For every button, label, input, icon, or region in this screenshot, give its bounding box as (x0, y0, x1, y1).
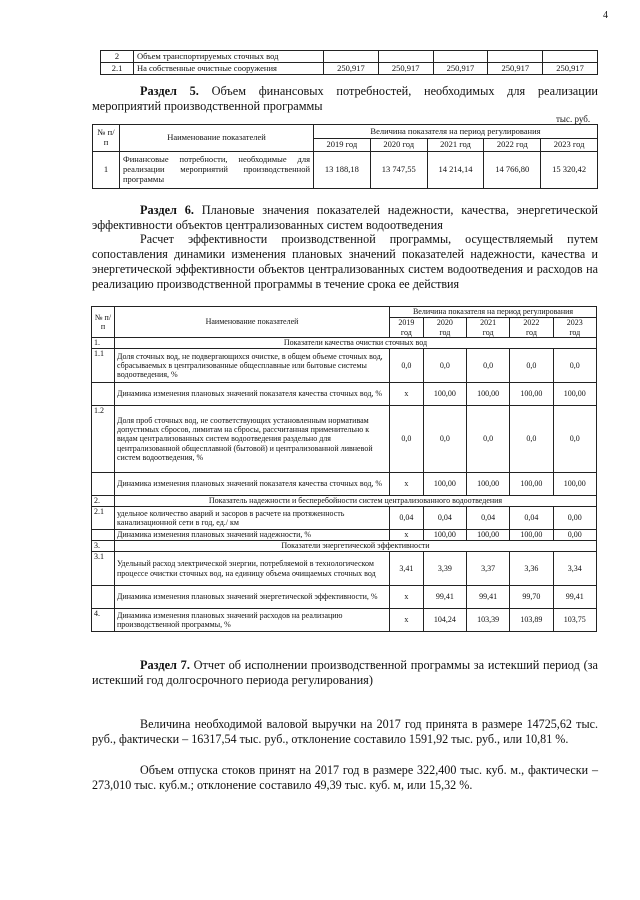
transport-volume-table (100, 50, 598, 75)
section5-title: Объем финансовых потребностей, необходимых для реализации мероприятий производственной программы (92, 84, 598, 113)
row-name: Динамика изменения плановых значений показателя качества сточных вод, % (115, 473, 390, 496)
value-cell: 100,00 (423, 530, 466, 541)
section6-heading (92, 203, 598, 233)
year-unit: год (525, 327, 537, 337)
row-number: 1.2 (92, 406, 115, 473)
value-cell: 0,04 (423, 507, 466, 530)
value-cell: 100,00 (510, 383, 553, 406)
value-cell: 100,00 (423, 473, 466, 496)
value-cell: 103,89 (510, 609, 553, 632)
row-name: Динамика изменения плановых значений энергетической эффективности, % (115, 586, 390, 609)
table-row (93, 152, 598, 189)
table-row (92, 406, 597, 473)
value-cell: 0,00 (553, 507, 596, 530)
section-title: Показатель надежности и бесперебойности систем централизованного водоотведения (115, 496, 597, 507)
row-number (92, 383, 115, 406)
value-cell: 15 320,42 (541, 152, 598, 189)
value-cell: 0,0 (466, 349, 509, 383)
value-cell: х (390, 609, 424, 632)
cell (543, 51, 598, 63)
value-cell: 100,00 (423, 383, 466, 406)
value-cell: 99,41 (423, 586, 466, 609)
year-value: 2022 (523, 318, 540, 328)
value-cell: 100,00 (553, 383, 596, 406)
value-cell: 0,04 (510, 507, 553, 530)
page-number: 4 (603, 10, 608, 21)
section5-heading (92, 84, 598, 114)
row-name: На собственные очистные сооружения (134, 63, 324, 75)
value-cell: 3,36 (510, 552, 553, 586)
section7-title: Отчет об исполнении производственной программы за истекший период (за истекший год долгосрочного периода регулирования) (92, 658, 598, 687)
row-number (92, 530, 115, 541)
table-row (92, 552, 597, 586)
value-cell: 100,00 (466, 530, 509, 541)
value-cell: х (390, 530, 424, 541)
value-cell: 100,00 (553, 473, 596, 496)
value-cell: 250,917 (324, 63, 379, 75)
table-row (92, 609, 597, 632)
value-cell: 3,37 (466, 552, 509, 586)
table-row (92, 383, 597, 406)
year-unit: год (400, 327, 412, 337)
value-cell: 3,34 (553, 552, 596, 586)
row-number: 3. (92, 541, 115, 552)
row-name: Динамика изменения плановых значений надежности, % (115, 530, 390, 541)
row-name: Динамика изменения плановых значений расходов на реализацию производственной программы, % (115, 609, 390, 632)
section-title: Показатели качества очистки сточных вод (115, 338, 597, 349)
value-cell: 104,24 (423, 609, 466, 632)
col-name-header: Наименование показателей (115, 307, 390, 338)
section7-paragraph-2: Объем отпуска стоков принят на 2017 год в размере 322,400 тыс. куб. м., фактически – 273,010 тыс. куб.м.; отклонение составило 49,39 тыс. куб. м, или 15,32 %. (92, 763, 598, 792)
value-cell: 13 188,18 (314, 152, 371, 189)
row-name: Доля сточных вод, не подвергающихся очистке, в общем объеме сточных вод, сбрасываемых в централизованные общесплавные или бытовые системы водоотведения, % (115, 349, 390, 383)
cell (378, 51, 433, 63)
reliability-indicators-table (91, 306, 597, 632)
year-value: 2023 (566, 318, 583, 328)
row-number (92, 586, 115, 609)
value-cell: 103,39 (466, 609, 509, 632)
section5-label: Раздел 5. (140, 84, 199, 98)
value-cell: 250,917 (488, 63, 543, 75)
section-title: Показатели энергетической эффективности (115, 541, 597, 552)
section6-label: Раздел 6. (140, 203, 194, 217)
table-row (101, 51, 598, 63)
row-name: Объем транспортируемых сточных вод (134, 51, 324, 63)
row-number: 1.1 (92, 349, 115, 383)
value-cell: х (390, 383, 424, 406)
value-cell: 0,0 (466, 406, 509, 473)
value-cell: 250,917 (378, 63, 433, 75)
value-cell: 0,0 (390, 349, 424, 383)
table-row (92, 473, 597, 496)
section-row (92, 338, 597, 349)
value-cell: 100,00 (510, 473, 553, 496)
unit-label: тыс. руб. (556, 114, 591, 124)
value-cell: 0,0 (390, 406, 424, 473)
row-number: 2 (101, 51, 134, 63)
year-header (510, 318, 553, 338)
year-unit: год (569, 327, 581, 337)
value-cell: 14 766,80 (484, 152, 541, 189)
section7-heading (92, 658, 598, 688)
year-header (423, 318, 466, 338)
financial-needs-table (92, 124, 598, 189)
row-number (92, 473, 115, 496)
section7-label: Раздел 7. (140, 658, 190, 672)
value-cell: 99,41 (553, 586, 596, 609)
value-cell: 100,00 (510, 530, 553, 541)
row-name: Динамика изменения плановых значений показателя качества сточных вод, % (115, 383, 390, 406)
row-name: Удельный расход электрической энергии, потребляемой в технологическом процессе очистки сточных вод, на единицу объема очищаемых сточных вод (115, 552, 390, 586)
row-number: 4. (92, 609, 115, 632)
value-cell: 103,75 (553, 609, 596, 632)
table-row (92, 530, 597, 541)
year-value: 2021 (480, 318, 497, 328)
value-cell: 99,41 (466, 586, 509, 609)
cell (488, 51, 543, 63)
value-cell: 250,917 (433, 63, 488, 75)
period-header: Величина показателя на период регулирования (314, 125, 598, 139)
cell (324, 51, 379, 63)
value-cell: 100,00 (466, 383, 509, 406)
table-row (92, 349, 597, 383)
cell (433, 51, 488, 63)
section-row (92, 496, 597, 507)
section-row (92, 541, 597, 552)
year-value: 2020 (436, 318, 453, 328)
value-cell: 0,0 (423, 406, 466, 473)
section6-title: Плановые значения показателей надежности, качества, энергетической эффективности объектов централизованных систем водоотведения (92, 203, 598, 232)
value-cell: 0,0 (510, 406, 553, 473)
row-name: Финансовые потребности, необходимые для реализации мероприятий производственной программы (120, 152, 314, 189)
value-cell: 0,0 (510, 349, 553, 383)
row-number: 2.1 (101, 63, 134, 75)
value-cell: 0,0 (553, 349, 596, 383)
table-row (92, 586, 597, 609)
year-unit: год (482, 327, 494, 337)
col-name-header: Наименование показателей (120, 125, 314, 152)
section6-text: Расчет эффективности производственной программы, осуществляемый путем сопоставления динамики изменения плановых значений показателей надежности, качества и энергетической эффективности объектов централизованных систем водоотведения и расходов на реализацию производственной программы в течение срока ее действия (92, 232, 598, 291)
row-name: удельное количество аварий и засоров в расчете на протяженность канализационной сети в год, ед./ км (115, 507, 390, 530)
year-value: 2019 (398, 318, 415, 328)
value-cell: 99,70 (510, 586, 553, 609)
value-cell: 3,41 (390, 552, 424, 586)
row-number: 2. (92, 496, 115, 507)
row-number: 3.1 (92, 552, 115, 586)
value-cell: 0,04 (390, 507, 424, 530)
value-cell: 0,04 (466, 507, 509, 530)
year-header: 2021 год (427, 139, 484, 152)
year-header (390, 318, 424, 338)
value-cell: 0,0 (553, 406, 596, 473)
row-number: 1 (93, 152, 120, 189)
value-cell: х (390, 586, 424, 609)
value-cell: 0,0 (423, 349, 466, 383)
year-header (466, 318, 509, 338)
row-number: 1. (92, 338, 115, 349)
table-row (92, 507, 597, 530)
value-cell: 13 747,55 (370, 152, 427, 189)
section7-paragraph-1: Величина необходимой валовой выручки на 2017 год принята в размере 14725,62 тыс. руб., фактически – 16317,54 тыс. руб., отклонение составило 1591,92 тыс. руб., или 10,81 %. (92, 717, 598, 746)
value-cell: 0,00 (553, 530, 596, 541)
col-number-header: № п/п (93, 125, 120, 152)
row-number: 2.1 (92, 507, 115, 530)
value-cell: 14 214,14 (427, 152, 484, 189)
year-unit: год (439, 327, 451, 337)
value-cell: х (390, 473, 424, 496)
value-cell: 3,39 (423, 552, 466, 586)
year-header: 2022 год (484, 139, 541, 152)
value-cell: 100,00 (466, 473, 509, 496)
year-header: 2019 год (314, 139, 371, 152)
period-header: Величина показателя на период регулирования (390, 307, 597, 318)
col-number-header: № п/ п (92, 307, 115, 338)
year-header: 2023 год (541, 139, 598, 152)
value-cell: 250,917 (543, 63, 598, 75)
year-header (553, 318, 596, 338)
table-row (101, 63, 598, 75)
row-name: Доля проб сточных вод, не соответствующих установленным нормативам допустимых сбросов, лимитам на сбросы, рассчитанная применительно к видам централизованных систем водоотведения раздельно для централизованной общесплавной (бытовой) и централизованной ливневой систем водоотведения, % (115, 406, 390, 473)
year-header: 2020 год (370, 139, 427, 152)
